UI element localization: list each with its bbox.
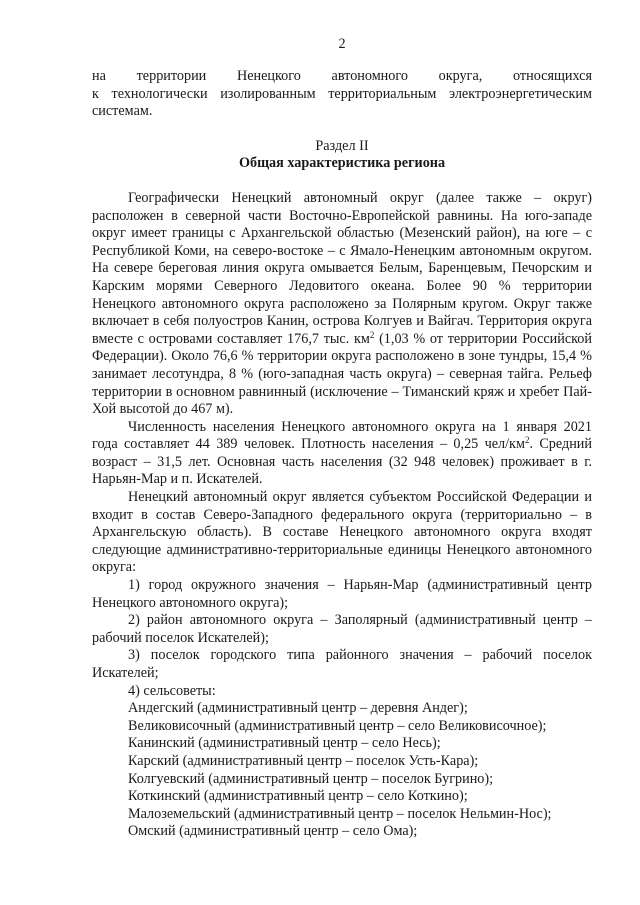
numbered-item-4: 4) сельсоветы: (128, 682, 216, 699)
list-item: Андегский (административный центр – деревня Андег); (128, 700, 468, 717)
numbered-item-1: 1) город окружного значения – Нарьян-Мар (административный центр Ненецкого автономного округа); (92, 577, 592, 611)
page-number: 2 (338, 36, 346, 52)
list-item: Колгуевский (административный центр – поселок Бугрино); (128, 770, 494, 787)
paragraph-administration: Ненецкий автономный округ является субъектом Российской Федерации и входит в состав Северо-Западного федерального округа (территориально – в Архангельскую область). В составе Ненецкого автономного округа входят следующие административно-территориальные единицы Ненецкого автономного округа: (92, 489, 592, 576)
list-item: Омский (административный центр – село Ома); (128, 823, 418, 840)
selsovety-list (92, 700, 592, 841)
section-title: Общая характеристика региона (238, 155, 446, 172)
numbered-item-3: 3) поселок городского типа районного значения – рабочий поселок Искателей; (92, 647, 592, 681)
list-item: Коткинский (административный центр – село Коткино); (128, 788, 468, 805)
paragraph-geography (92, 190, 592, 419)
list-item: Карский (административный центр – поселок Усть-Кара); (128, 752, 479, 769)
numbered-item-2: 2) район автономного округа – Заполярный (административный центр – рабочий поселок Искателей); (92, 612, 592, 646)
intro-line: на территории Ненецкого автономного округа, относящихся (92, 68, 592, 84)
paragraph-population-text-a: Численность населения Ненецкого автономного округа на 1 января 2021 года составляет 44 389 человек. Плотность населения – 0,25 чел/км (92, 418, 592, 453)
list-item: Великовисочный (административный центр – село Великовисочное); (128, 717, 547, 734)
section-number: Раздел II (315, 137, 369, 154)
paragraph-population (92, 419, 592, 489)
paragraph-geography-text-a: Географически Ненецкий автономный округ (далее также – округ) расположен в северной части Восточно-Европейской равнины. На юго-западе округ имеет границы с Архангельской областью (Мезенский район), на юге – с Республикой Коми, на северо-востоке – с Ямало-Ненецким автономным округом. На севере береговая линия округа омывается Белым, Баренцевым, Печорским и Карским морями Северного Ледовитого океана. Более 90 % территории Ненецкого автономного округа расположено за Полярным кругом. Округ также включает в себя полуостров Канин, острова Колгуев и Вайгач. Территория округа вместе с островами составляет 176,7 тыс. км (92, 189, 592, 347)
list-item: Малоземельский (административный центр – поселок Нельмин-Нос); (128, 805, 552, 822)
list-item: Канинский (административный центр – село Несь); (128, 735, 441, 752)
superscript-2: 2 (524, 435, 530, 446)
superscript-2: 2 (369, 329, 375, 340)
paragraph-population-text-b: . Средний возраст – 31,5 лет. Основная часть населения (32 948 человек) проживает в г. Нарьян-Мар и п. Искателей. (92, 436, 592, 488)
paragraph-geography-text-b: (1,03 % от территории Российской Федерации). Около 76,6 % территории округа расположено в зоне тундры, 15,4 % занимает лесотундра, 8 % (юго-западная часть округа) – северная тайга. Рельеф территории в основном равнинный (исключение – Тиманский кряж и хребет Пай-Хой высотой до 467 м). (92, 330, 592, 418)
intro-continuation: к технологически изолированным территориальным электроэнергетическим системам. (92, 85, 592, 120)
